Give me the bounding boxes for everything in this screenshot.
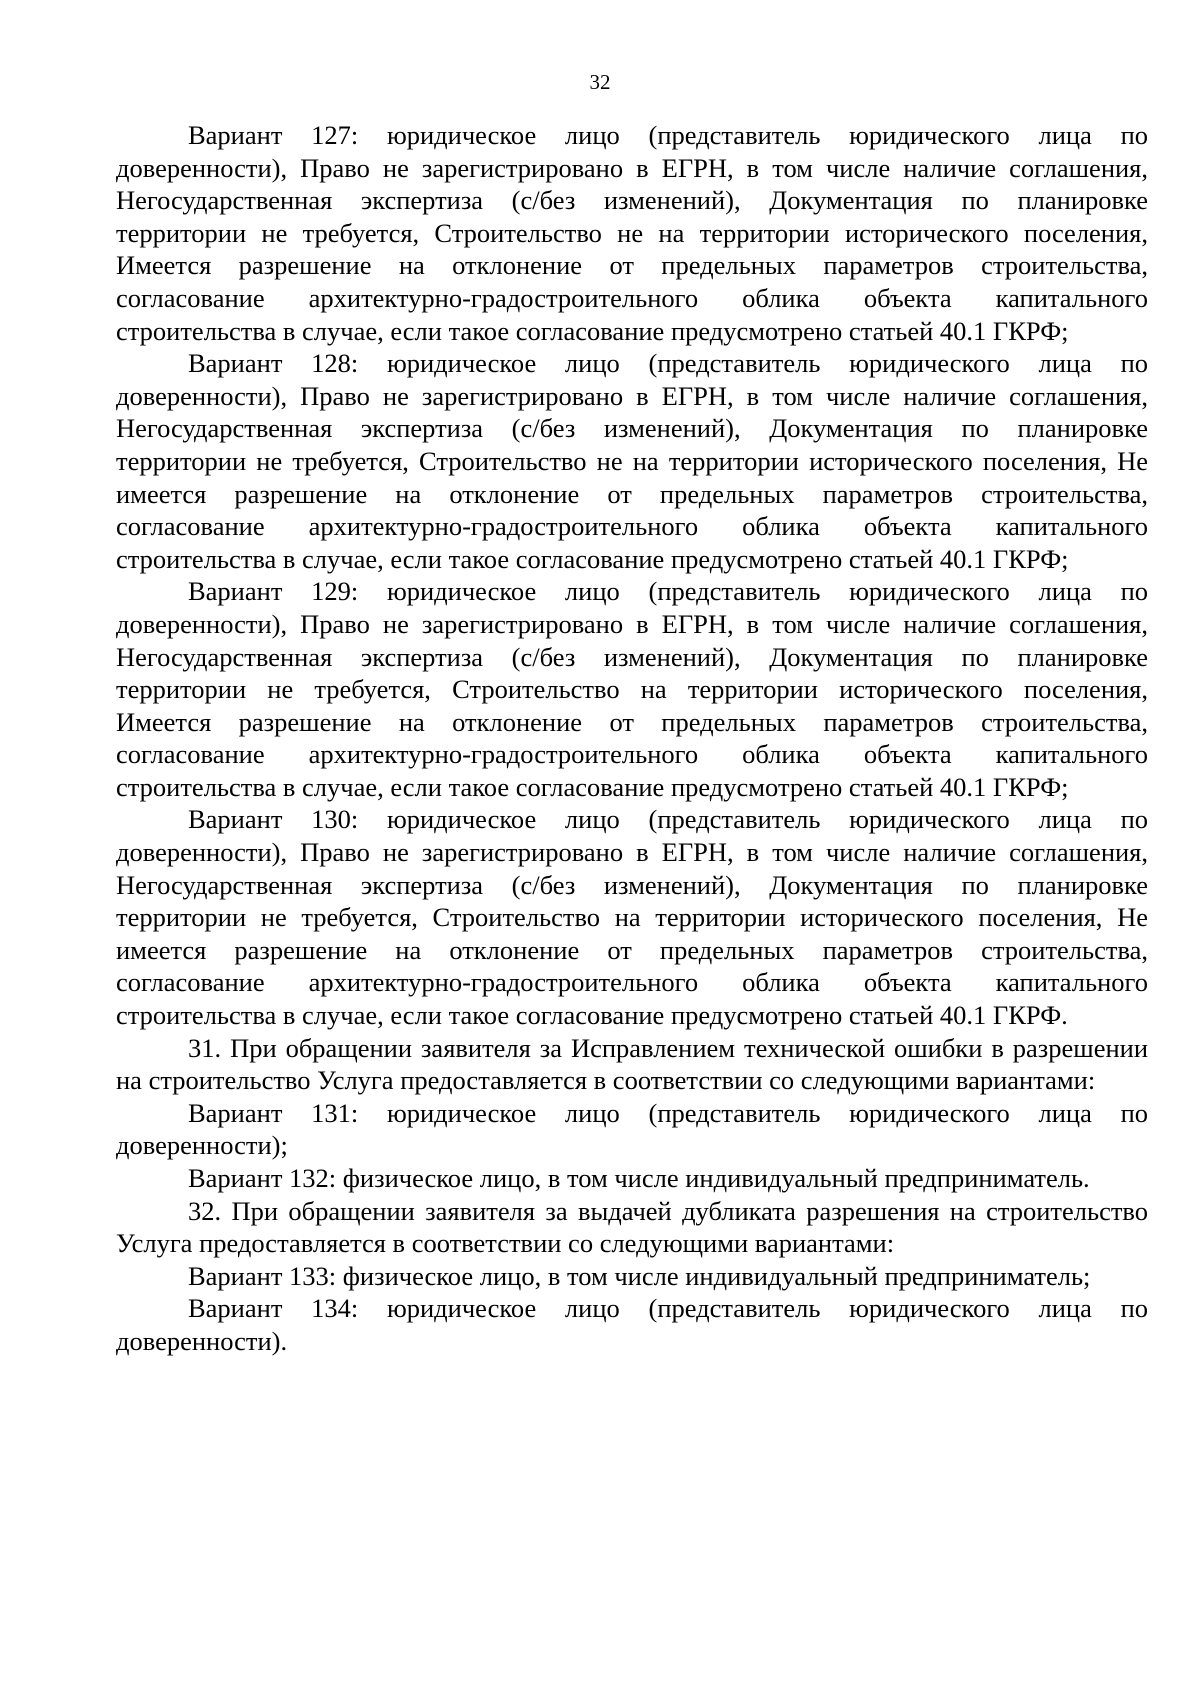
paragraph-variant-127: Вариант 127: юридическое лицо (представитель юридического лица по доверенности), Право не зарегистрировано в ЕГРН, в том числе наличие соглашения, Негосударственная экспертиза (с/без изменений), Документация по планировке территории не требуется, Строительство не на территории исторического поселения, Имеется разрешение на отклонение от предельных параметров строительства, согласование архитектурно-градостроительного облика объекта капитального строительства в случае, если такое согласование предусмотрено статьей 40.1 ГКРФ; bbox=[116, 120, 1148, 346]
paragraph-variant-134: Вариант 134: юридическое лицо (представитель юридического лица по доверенности). bbox=[116, 1293, 1148, 1356]
paragraph-variant-132: Вариант 132: физическое лицо, в том числе индивидуальный предприниматель. bbox=[188, 1163, 1090, 1193]
paragraph-variant-130: Вариант 130: юридическое лицо (представитель юридического лица по доверенности), Право не зарегистрировано в ЕГРН, в том числе наличие соглашения, Негосударственная экспертиза (с/без изменений), Документация по планировке территории не требуется, Строительство на территории исторического поселения, Не имеется разрешение на отклонение от предельных параметров строительства, согласование архитектурно-градостроительного облика объекта капитального строительства в случае, если такое согласование предусмотрено статьей 40.1 ГКРФ. bbox=[116, 804, 1148, 1031]
paragraph-variant-131: Вариант 131: юридическое лицо (представитель юридического лица по доверенности); bbox=[116, 1097, 1148, 1161]
paragraph-variant-133: Вариант 133: физическое лицо, в том числе индивидуальный предприниматель; bbox=[188, 1260, 1091, 1291]
page-number: 32 bbox=[589, 70, 611, 94]
paragraph-clause-32: 32. При обращении заявителя за выдачей дубликата разрешения на строительство Услуга предоставляется в соответствии со следующими вариантами: bbox=[116, 1195, 1148, 1259]
paragraph-variant-128: Вариант 128: юридическое лицо (представитель юридического лица по доверенности), Право не зарегистрировано в ЕГРН, в том числе наличие соглашения, Негосударственная экспертиза (с/без изменений), Документация по планировке территории не требуется, Строительство не на территории исторического поселения, Не имеется разрешение на отклонение от предельных параметров строительства, согласование архитектурно-градостроительного облика объекта капитального строительства в случае, если такое согласование предусмотрено статьей 40.1 ГКРФ; bbox=[116, 348, 1148, 574]
paragraph-variant-129: Вариант 129: юридическое лицо (представитель юридического лица по доверенности), Право не зарегистрировано в ЕГРН, в том числе наличие соглашения, Негосударственная экспертиза (с/без изменений), Документация по планировке территории не требуется, Строительство на территории исторического поселения, Имеется разрешение на отклонение от предельных параметров строительства, согласование архитектурно-градостроительного облика объекта капитального строительства в случае, если такое согласование предусмотрено статьей 40.1 ГКРФ; bbox=[116, 576, 1148, 802]
paragraph-clause-31: 31. При обращении заявителя за Исправлением технической ошибки в разрешении на строительство Услуга предоставляется в соответствии со следующими вариантами: bbox=[116, 1032, 1148, 1096]
document-body bbox=[116, 119, 1148, 1358]
